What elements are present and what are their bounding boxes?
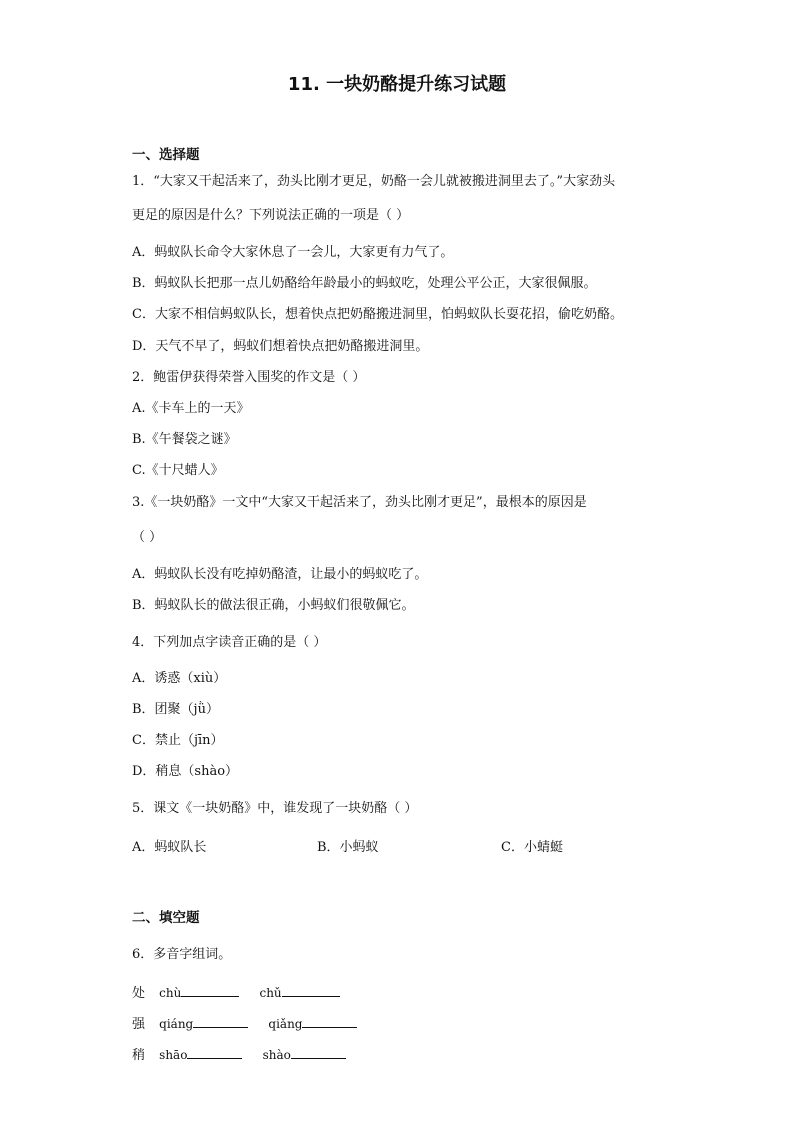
answer-blank[interactable] (181, 983, 239, 997)
section-heading-choice: 一、选择题 (132, 147, 200, 163)
q2-option-c: C.《十尺蜡人》 (132, 463, 224, 478)
q6-char: 稍 (132, 1048, 146, 1063)
q5-stem: 5．课文《一块奶酪》中，谁发现了一块奶酪（ ） (132, 801, 418, 816)
q3-stem-line2: （ ） (132, 530, 163, 545)
q5-option-a: A．蚂蚁队长 (132, 840, 207, 855)
q6-row (132, 1014, 357, 1034)
q6-pinyin: shāo (159, 1048, 188, 1062)
q1-option-c: C．大家不相信蚂蚁队长，想着快点把奶酪搬进洞里，怕蚂蚁队长耍花招，偷吃奶酪。 (132, 307, 623, 322)
q1-stem-line1: 1．“大家又干起活来了，劲头比刚才更足，奶酪一会儿就被搬进洞里去了。”大家劲头 (132, 174, 616, 189)
q5-options (132, 836, 632, 854)
q6-row (132, 983, 340, 1003)
q3-stem-line1: 3.《一块奶酪》一文中“大家又干起活来了，劲头比刚才更足”，最根本的原因是 (132, 495, 587, 510)
q2-option-a: A.《卡车上的一天》 (132, 401, 250, 416)
q6-pinyin: chǔ (259, 986, 282, 1000)
q6-pinyin: shào (262, 1048, 291, 1062)
q4-option-c: C．禁止（jīn） (132, 733, 224, 748)
answer-blank[interactable] (282, 983, 340, 997)
q6-pinyin: qiáng (159, 1017, 194, 1031)
answer-blank[interactable] (291, 1045, 346, 1059)
q2-stem: 2．鲍雷伊获得荣誉入围奖的作文是（ ） (132, 370, 366, 385)
q4-option-d: D．稍息（shào） (132, 764, 239, 779)
q6-char: 处 (132, 986, 146, 1001)
q1-option-b: B．蚂蚁队长把那一点儿奶酪给年龄最小的蚂蚁吃，处理公平公正，大家很佩服。 (132, 276, 597, 291)
q6-pinyin: qiǎng (268, 1017, 303, 1031)
answer-blank[interactable] (302, 1014, 357, 1028)
q2-option-b: B.《午餐袋之谜》 (132, 432, 237, 447)
answer-blank[interactable] (193, 1014, 248, 1028)
q5-option-b: B．小蚂蚁 (317, 840, 379, 855)
q5-option-c: C．小蜻蜓 (501, 840, 563, 855)
q6-pinyin: chù (159, 986, 182, 1000)
q1-option-a: A．蚂蚁队长命令大家休息了一会儿，大家更有力气了。 (132, 245, 454, 260)
page-title: 11. 一块奶酪提升练习试题 (287, 74, 507, 95)
q6-stem: 6．多音字组词。 (132, 947, 232, 962)
q1-option-d: D．天气不早了，蚂蚁们想着快点把奶酪搬进洞里。 (132, 339, 429, 354)
q3-option-a: A．蚂蚁队长没有吃掉奶酪渣，让最小的蚂蚁吃了。 (132, 567, 428, 582)
q4-stem: 4．下列加点字读音正确的是（ ） (132, 635, 327, 650)
q3-option-b: B．蚂蚁队长的做法很正确，小蚂蚁们很敬佩它。 (132, 598, 415, 613)
answer-blank[interactable] (187, 1045, 242, 1059)
q4-option-a: A．诱惑（xiù） (132, 671, 227, 686)
q6-char: 强 (132, 1017, 146, 1032)
q1-stem-line2: 更足的原因是什么？下列说法正确的一项是（ ） (132, 208, 410, 223)
section-heading-fill: 二、填空题 (132, 910, 200, 926)
q4-option-b: B．团聚（jǜ） (132, 702, 219, 717)
q6-row (132, 1045, 346, 1065)
